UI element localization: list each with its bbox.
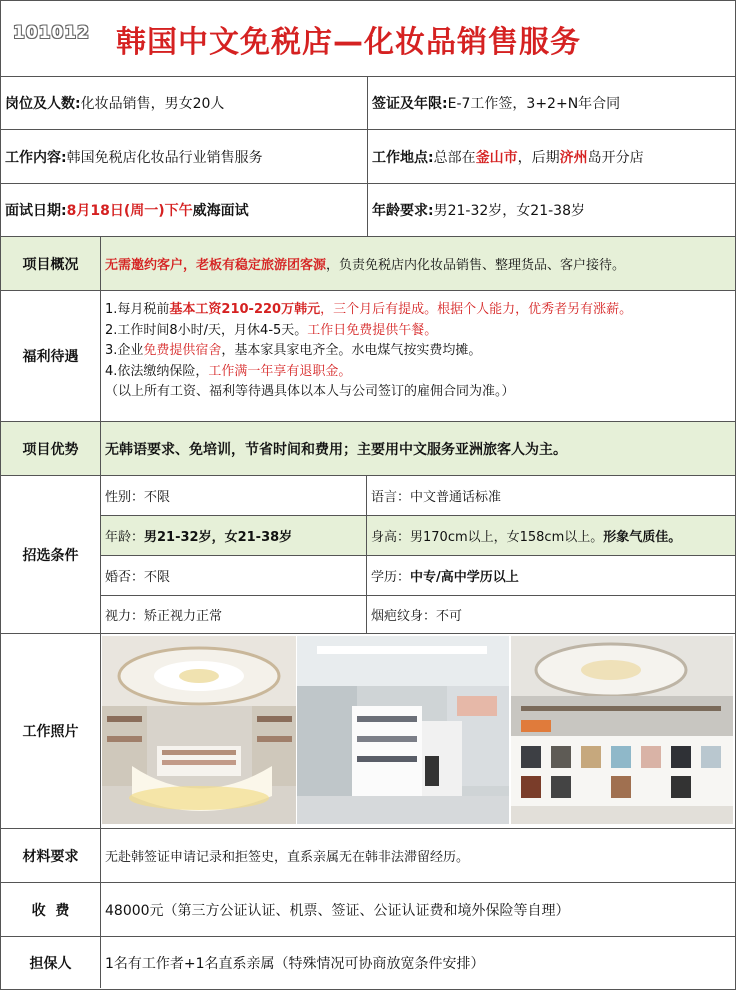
row-welfare — [1, 291, 735, 422]
height-cond-text: 身高：男170cm以上，女158cm以上。 — [371, 530, 604, 545]
overview-highlight: 无需邀约客户，老板有稳定旅游团客源 — [105, 258, 327, 273]
row-work — [1, 130, 735, 184]
visa-label: 签证及年限: — [372, 96, 448, 112]
row-advantage — [1, 422, 735, 476]
location-text: 总部在 — [433, 149, 476, 166]
advantage-label: 项目优势 — [1, 422, 101, 475]
materials-label: 材料要求 — [1, 829, 101, 882]
welfare-text: ，三个月后有提成。根据个人能力，优秀者另有涨薪。 — [320, 302, 633, 317]
welfare-text: 3.企业 — [105, 343, 144, 358]
welfare-label: 福利待遇 — [1, 291, 101, 421]
location-label: 工作地点: — [372, 149, 434, 166]
welfare-item — [105, 321, 731, 342]
age-cond-value: 男21-32岁，女21-38岁 — [144, 530, 293, 545]
row-photos — [1, 634, 735, 829]
welfare-salary: 基本工资210-220万韩元 — [169, 302, 321, 317]
education-key: 学历： — [371, 570, 411, 585]
location-text: 岛开分店 — [587, 149, 644, 166]
welfare-item — [105, 362, 731, 383]
row-conditions — [1, 476, 735, 634]
conditions-grid — [101, 476, 735, 633]
vision-cond: 视力：矫正视力正常 — [101, 596, 367, 633]
age-label: 年龄要求: — [372, 203, 434, 219]
welfare-text: 4.依法缴纳保险， — [105, 363, 209, 379]
age-cond — [101, 516, 367, 556]
fee-text: 48000元（第三方公证认证、机票、签证、公证认证费和境外保险等自理） — [105, 902, 570, 919]
row-interview — [1, 184, 735, 237]
job-code: 101012 — [13, 23, 90, 43]
location-island: 济州 — [559, 149, 588, 166]
store-photo-1 — [102, 636, 296, 824]
position-value: 化妆品销售，男女20人 — [80, 96, 225, 112]
language-cond: 语言：中文普通话标准 — [367, 476, 735, 516]
age-value: 男21-32岁，女21-38岁 — [433, 203, 585, 219]
interview-label: 面试日期: — [5, 203, 67, 219]
height-cond-bold: 形象气质佳。 — [603, 530, 682, 545]
guarantor-label: 担保人 — [1, 937, 101, 988]
interview-date: 8月18日(周一)下午 — [66, 203, 193, 219]
overview-label: 项目概况 — [1, 237, 101, 290]
education-value: 中专/高中学历以上 — [410, 570, 519, 585]
row-overview — [1, 237, 735, 291]
photo-strip — [101, 634, 735, 828]
welfare-text: 2.工作时间8小时/天，月休4-5天。 — [105, 322, 308, 338]
welfare-list — [101, 291, 735, 421]
welfare-text: 免费提供宿舍 — [143, 343, 222, 358]
tattoo-cond: 烟疤纹身：不可 — [371, 609, 463, 624]
visa-value: E-7工作签，3+2+N年合同 — [447, 96, 621, 112]
title-bar — [1, 1, 735, 77]
location-city: 釜山市 — [475, 149, 518, 166]
work-content-label: 工作内容: — [5, 149, 67, 166]
row-materials — [1, 829, 735, 883]
overview-text: ，负责免税店内化妆品销售、整理货品、客户接待。 — [326, 258, 626, 273]
fee-label: 收 费 — [1, 883, 101, 936]
interview-place: 威海面试 — [192, 203, 249, 219]
position-label: 岗位及人数: — [5, 96, 81, 112]
photos-label: 工作照片 — [1, 634, 101, 828]
welfare-item — [105, 300, 731, 321]
row-fee — [1, 883, 735, 937]
work-content-value: 韩国免税店化妆品行业销售服务 — [66, 149, 263, 166]
store-photo-3 — [511, 636, 733, 824]
welfare-text: ，基本家具家电齐全。水电煤气按实费均摊。 — [221, 343, 482, 358]
age-cond-key: 年龄： — [105, 530, 145, 545]
page-title: 韩国中文免税店—化妆品销售服务 — [116, 25, 581, 60]
welfare-item — [105, 341, 731, 362]
conditions-label: 招选条件 — [1, 476, 101, 633]
marital-cond: 婚否：不限 — [101, 556, 367, 596]
height-cond — [367, 516, 735, 556]
guarantor-text: 1名有工作者+1名直系亲属（特殊情况可协商放宽条件安排） — [105, 955, 485, 972]
education-cond — [367, 556, 735, 596]
gender-cond: 性别：不限 — [101, 476, 367, 516]
row-position — [1, 77, 735, 130]
welfare-text: 1.每月税前 — [105, 302, 170, 317]
store-photo-2 — [297, 636, 509, 824]
advantage-text: 无韩语要求、免培训，节省时间和费用；主要用中文服务亚洲旅客人为主。 — [105, 441, 567, 458]
location-text: ，后期 — [517, 149, 560, 166]
row-guarantor — [1, 937, 735, 988]
welfare-text: 工作日免费提供午餐。 — [307, 322, 438, 338]
materials-text: 无赴韩签证申请记录和拒签史，直系亲属无在韩非法滞留经历。 — [105, 850, 470, 865]
welfare-note: （以上所有工资、福利等待遇具体以本人与公司签订的雇佣合同为准。） — [105, 384, 515, 399]
welfare-text: 工作满一年享有退职金。 — [208, 363, 352, 379]
